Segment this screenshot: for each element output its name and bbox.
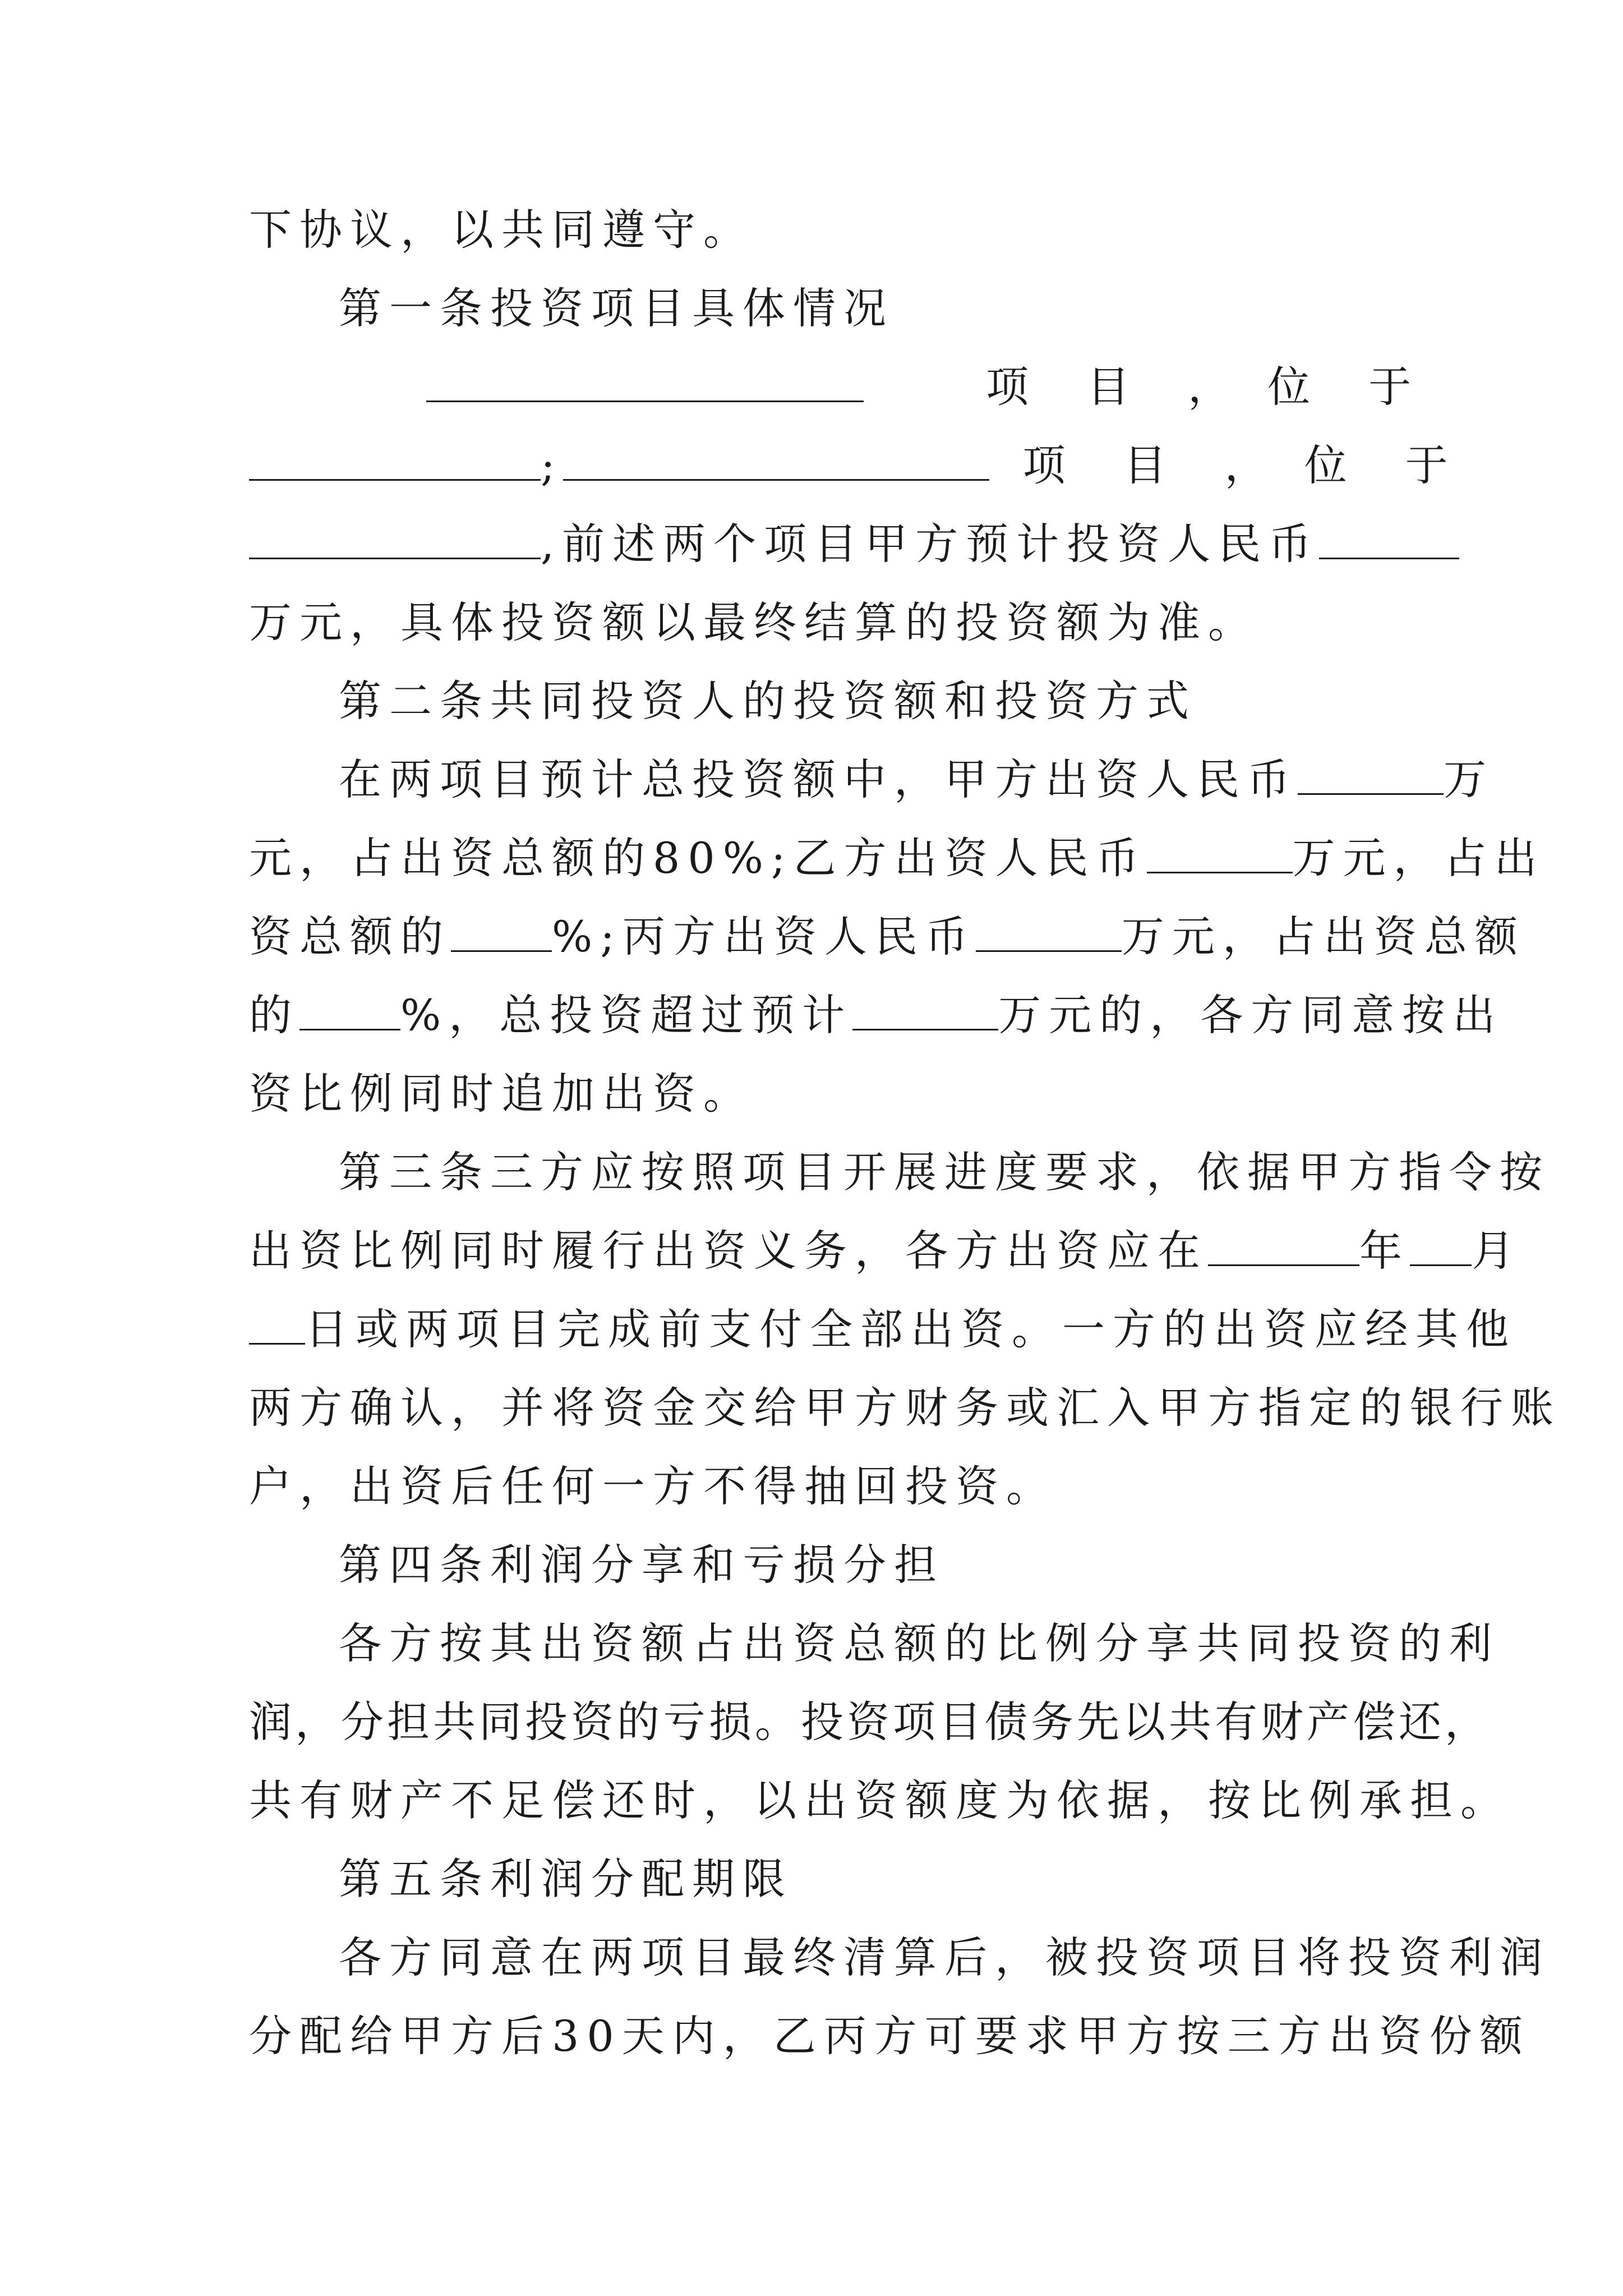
paragraph-line: 下协议，以共同遵守。 (249, 205, 754, 255)
section-heading-1: 第一条投资项目具体情况 (339, 283, 894, 333)
paragraph-line: 万元，具体投资额以最终结算的投资额为准。 (249, 597, 1258, 647)
section-heading-2: 第二条共同投资人的投资额和投资方式 (339, 676, 1197, 726)
section-heading-5: 第五条利润分配期限 (339, 1854, 793, 1904)
paragraph-line: 分配给甲方后30天内，乙丙方可要求甲方按三方出资份额 (249, 2011, 1530, 2061)
paragraph-line: 共有财产不足偿还时，以出资额度为依据，按比例承担。 (249, 1775, 1511, 1825)
paragraph-line: 项 目 ， 位 于 (426, 359, 1387, 415)
paragraph-line: 元，占出资总额的80%;乙方出资人民币 万元，占出 (249, 830, 1387, 886)
paragraph-line: 日或两项目完成前支付全部出资。一方的出资应经其他 (249, 1301, 1387, 1358)
fill-blank[interactable] (976, 909, 1122, 952)
paragraph-line: ; 项 目 ， 位 于 (249, 438, 1387, 494)
fill-blank[interactable] (299, 987, 400, 1030)
paragraph-line: 各方按其出资额占出资总额的比例分享共同投资的利 (339, 1618, 1500, 1668)
fill-blank[interactable] (426, 359, 864, 402)
paragraph-line: 资比例同时追加出资。 (249, 1069, 754, 1119)
fill-blank[interactable] (1319, 516, 1459, 559)
paragraph-line: 资总额的 %;丙方出资人民币 万元，占出资总额 (249, 909, 1387, 965)
fill-blank[interactable] (1410, 1223, 1472, 1266)
paragraph-line: 出资比例同时履行出资义务，各方出资应在 年 月 (249, 1223, 1387, 1279)
section-heading-3: 第三条三方应按照项目开展进度要求，依据甲方指令按 (339, 1147, 1550, 1197)
paragraph-line: 各方同意在两项目最终清算后，被投资项目将投资利润 (339, 1932, 1550, 1982)
section-heading-4: 第四条利润分享和亏损分担 (339, 1540, 944, 1590)
fill-blank[interactable] (249, 438, 541, 481)
fill-blank[interactable] (1208, 1223, 1359, 1266)
paragraph-line: 在两项目预计总投资额中，甲方出资人民币 万 (339, 752, 1387, 808)
fill-blank[interactable] (1147, 830, 1293, 873)
fill-blank[interactable] (249, 516, 541, 559)
paragraph-line: 润，分担共同投资的亏损。投资项目债务先以共有财产偿还， (249, 1697, 1491, 1747)
paragraph-line: 户，出资后任何一方不得抽回投资。 (249, 1461, 1057, 1511)
fill-blank[interactable] (1298, 752, 1444, 795)
fill-blank[interactable] (451, 909, 552, 952)
paragraph-line: ,前述两个项目甲方预计投资人民币 (249, 516, 1387, 572)
fill-blank[interactable] (249, 1301, 305, 1345)
paragraph-line: 的 %，总投资超过预计 万元的，各方同意按出 (249, 987, 1387, 1043)
fill-blank[interactable] (563, 438, 989, 481)
fill-blank[interactable] (852, 987, 998, 1030)
paragraph-line: 两方确认，并将资金交给甲方财务或汇入甲方指定的银行账 (249, 1383, 1561, 1433)
